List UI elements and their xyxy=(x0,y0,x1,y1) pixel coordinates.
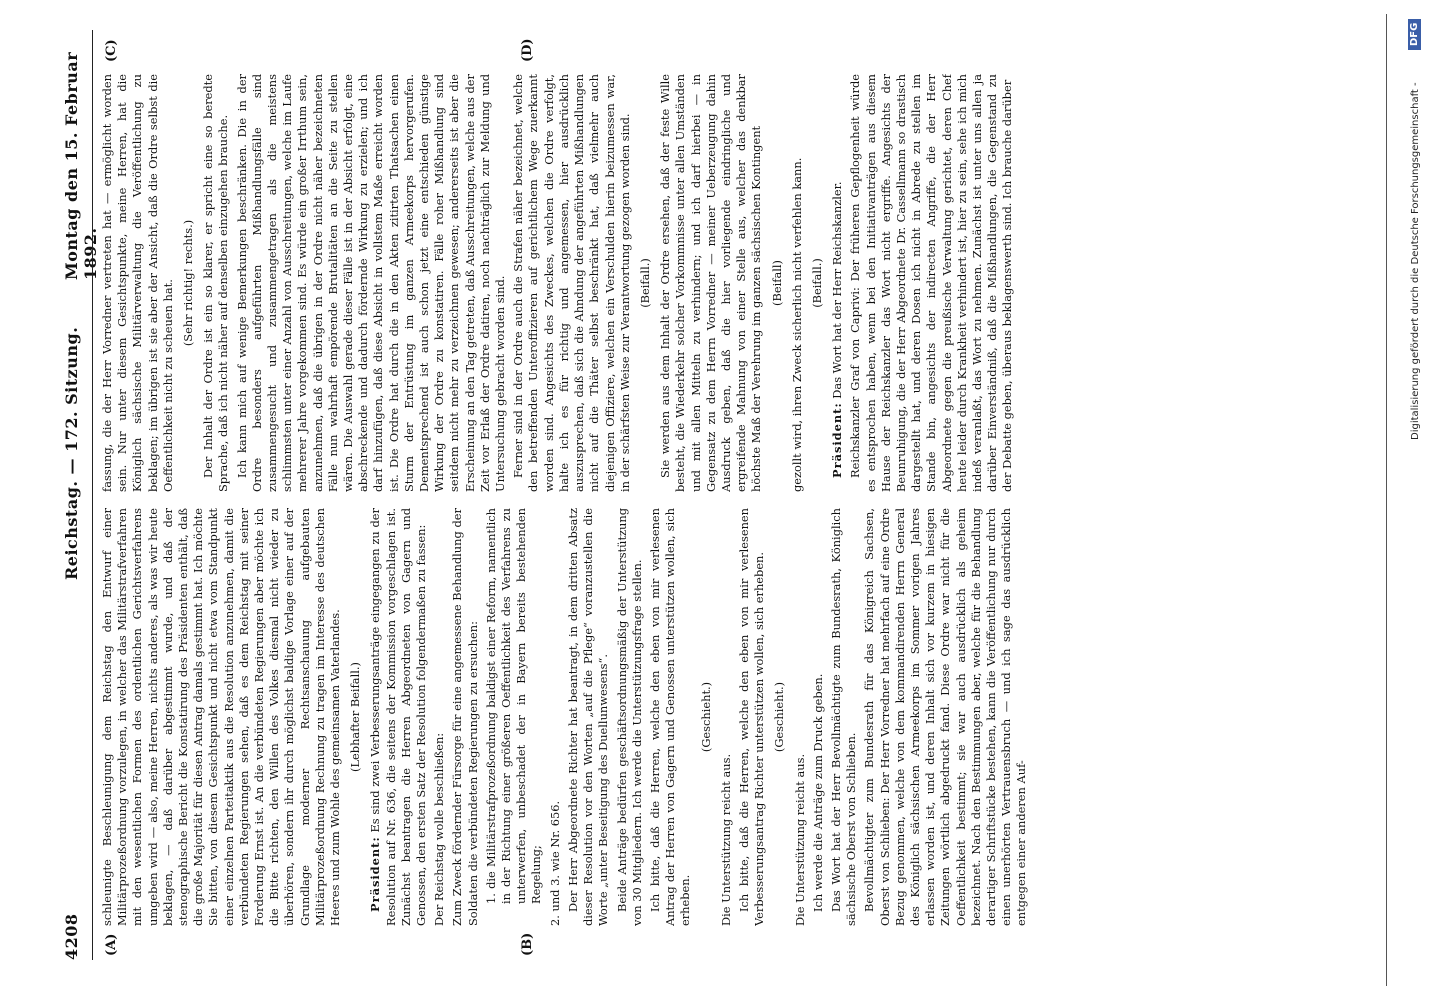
paragraph-text: 2. und 3. wie Nr. 656. xyxy=(547,800,562,926)
digitization-credit: Digitalisierung gefördert durch die Deutsche Forschungsgemeinschaft - xyxy=(1410,82,1421,440)
paragraph xyxy=(790,74,805,492)
paragraph xyxy=(511,74,633,492)
speaker-name: Präsident: xyxy=(830,402,845,478)
paragraph xyxy=(658,74,764,492)
page-header xyxy=(58,30,100,960)
paragraph-text: schleunigte Beschleunigung dem Reichstag den Entwurf einer Militärprozeßordnung vorzulegen, in welcher das Militärstrafverfahren mit den wesentlichen Formen des ordentlichen Gerichtsverfahrens umgeben wird — also, meine Herren, nichts anderes, als was wir heute beklagen, — daß darüber abgestimmt wurde, und daß der stenographische Bericht die Konstatirung des Präsidenten enthält, daß die große Majorität für diesen Antrag damals gestimmt hat. Ich möchte Sie bitten, von diesem Gesichtspunkt und nicht etwa vom Standpunkt einer einzelnen Parteitaktik aus die Resolution anzunehmen, damit die verbündeten Regierungen sehen, daß es dem Reichstag mit seiner Forderung Ernst ist. An die verbündeten Regierungen aber möchte ich die Bitte richten, den Willen des Volkes diesmal nicht wieder zu überhören, sondern ihr durch möglichst baldige Vorlage einer auf der Grundlage moderner Rechtsanschauung aufgebauten Militärprozeßordnung Rechnung zu tragen im Interesse des deutschen Heeres und zum Wohle des gemeinsamen Vaterlandes. xyxy=(100,508,343,926)
paragraph-text: Es sind zwei Verbesserungsanträge eingegangen zu der Resolution auf Nr. 636, die seitens der Kommission vorgeschlagen ist. Zunächst beantragen die Herren Abgeordneten von Gagern und Genossen, den ersten Satz der Resolution folgendermaßen zu fassen: xyxy=(368,508,429,926)
paragraph-text: Ferner sind in der Ordre auch die Strafen näher bezeichnet, welche den betreffenden Unteroffizieren auf gerichtlichem Wege zuerkannt worden sind. Angesichts des Zweckes, welchen die Ordre verfolgt, halte ich es für richtig und angemessen, hier ausdrücklich auszusprechen, daß sich die Ahndung der angeführten Mißhandlungen nicht auf die Thäter selbst beschränkt hat, daß vielmehr auch diejenigen Offiziere, welchen ein Verschulden hierin beizumessen war, in der schärfsten Weise zur Verantwortung gezogen worden sind. xyxy=(511,74,632,492)
paragraph xyxy=(829,508,859,926)
paragraph xyxy=(810,74,825,492)
paragraph xyxy=(368,508,429,926)
paragraph xyxy=(862,508,1029,926)
paragraph xyxy=(566,508,612,926)
paragraph xyxy=(638,74,653,492)
paragraph xyxy=(848,74,1015,492)
paragraph xyxy=(772,508,787,926)
paragraph-text: 1. die Militärstrafprozeßordnung baldigst einer Reform, namentlich in der Richtung einer größeren Oeffentlichkeit des Verfahrens zu unterwerfen, unbeschadet der in Bayern bereits bestehenden Regelung; xyxy=(483,508,544,904)
paragraph-text: Sie werden aus dem Inhalt der Ordre ersehen, daß der feste Wille besteht, die Wiederkehr solcher Vorkommnisse unter allen Umständen und mit allen Mitteln zu verhindern; und ich darf hierbei — in Gegensatz zu dem Herrn Vorredner — meiner Ueberzeugung dahin Ausdruck geben, daß die hier vorliegende eindringliche und ergreifende Mahnung von einer Stelle aus, welcher das denkbar höchste Maß der Verehrung im ganzen sächsischen Kontingent xyxy=(658,74,764,492)
paragraph xyxy=(100,74,176,492)
paragraph-text: Ich bitte, daß die Herren, welche den eben von mir verlesenen Antrag der Herren von Gagern und Genossen unterstützen wollen, sich erheben. xyxy=(647,508,693,926)
paragraph xyxy=(484,508,545,926)
paragraph xyxy=(100,508,343,926)
margin-marker-c: (C) xyxy=(104,39,119,62)
paragraph xyxy=(348,508,363,926)
margin-marker-d: (D) xyxy=(520,38,535,62)
paragraph xyxy=(432,508,447,926)
speaker-name: Präsident: xyxy=(368,836,383,912)
right-text-column xyxy=(100,74,1380,492)
margin-marker-b: (B) xyxy=(520,932,535,956)
paragraph xyxy=(648,508,694,926)
paragraph-text: (Lebhafter Beifall.) xyxy=(348,662,363,772)
paragraph xyxy=(201,74,231,492)
dfg-logo: DFG xyxy=(1408,19,1421,50)
paragraph xyxy=(181,74,196,492)
paragraph-text: Reichskanzler Graf von Caprivi: Der früheren Gepflogenheit würde es entsprochen haben, wenn bei den Initiativanträgen aus diesem Hause der Reichskanzler das Wort nicht ergriffe. Angesichts der Beunruhigung, die der Herr Abgeordnete Dr. Cassellmann so drastisch dargestellt hat, und deren Dosen ich nicht in Abrede zu stellen im Stande bin, angesichts der indirecten Angriffe, die der Herr Abgeordnete gegen die preußische Verwaltung gerichtet, deren Chef heute leider durch Krankheit verhindert ist, hier zu sein, sehe ich mich indeß veranlaßt, das Wort zu nehmen. Zunächst ist unter uns allen ja darüber Einverständniß, daß die Mißhandlungen, die Gegenstand zu der Debatte geben, überaus beklagenswerth sind. Ich brauche darüber xyxy=(848,74,1015,492)
paragraph-text: (Geschieht.) xyxy=(772,681,787,753)
paragraph-text: gezollt wird, ihren Zweck sicherlich nicht verfehlen kann. xyxy=(789,157,804,492)
paragraph xyxy=(548,508,563,926)
paragraph xyxy=(811,508,826,926)
paragraph-text: (Beifall) xyxy=(769,260,784,306)
paragraph-text: (Beifall.) xyxy=(637,258,652,308)
paragraph-text: (Geschieht.) xyxy=(698,681,713,753)
margin-marker-a: (A) xyxy=(104,933,119,956)
paragraph-text: Ich werde die Anträge zum Druck geben. xyxy=(810,673,825,912)
paragraph-text: (Beifall.) xyxy=(809,258,824,308)
paragraph-text: Der Reichstag wolle beschließen: xyxy=(432,732,447,926)
paragraph-text: Bevollmächtigter zum Bundesrath für das Königreich Sachsen, Oberst von Schlieben: Der Herr Vorredner hat mehrfach auf eine Ordre Bezug genommen, welche von dem kommandirenden Herrn General des Königlich sächsischen Armeekorps im Sommer vorigen Jahres erlassen worden ist, und deren Inhalt sich vor kurzem in hiesigen Zeitungen wörtlich abgedruckt fand. Diese Ordre war nicht für die Oeffentlichkeit bestimmt; sie war auch ausdrücklich als geheim bezeichnet. Nach den Bestimmungen aber, welche für die Behandlung derartiger Schriftstücke bestehen, kann die Veröffentlichung nur durch einen unerhörten Vertrauensbruch — und ich sage das ausdrücklich entgegen einer anderen Auf- xyxy=(862,508,1029,926)
paragraph xyxy=(450,508,480,926)
paragraph xyxy=(830,74,845,492)
paragraph-text: fassung, die der Herr Vorredner vertreten hat — ermöglicht worden sein. Nur unter diesem Gesichtspunkte, meine Herren, hat die Königlich sächsische Militärverwaltung die Veröffentlichung zu beklagen; im übrigen ist sie aber der Ansicht, daß die Ordre selbst die Oeffentlichkeit nicht zu scheuen hat. xyxy=(100,74,175,492)
paragraph xyxy=(737,508,767,926)
paragraph-text: Ich kann mich auf wenige Bemerkungen beschränken. Die in der Ordre besonders aufgeführten Mißhandlungsfälle sind zusammengesucht und zusammengetragen als die meistens schlimmsten unter einer Anzahl von Ausschreitungen, welche im Laufe mehrerer Jahre vorgekommen sind. Es würde ein großer Irrthum sein, anzunehmen, daß die übrigen in der Ordre nicht näher bezeichneten Fälle nun wahrhaft empörende Brutalitäten an die Seite zu stellen wären. Die Auswahl gerade dieser Fälle ist in der Absicht erfolgt, eine abschreckende und dadurch fördernde Wirkung zu erzielen; und ich darf hinzufügen, daß diese Absicht in vollstem Maße erreicht worden ist. Die Ordre hat durch die in den Akten zitirten Thatsachen einen Sturm der Entrüstung im ganzen Armeekorps hervorgerufen. Dementsprechend ist auch schon jetzt eine entschieden günstige Wirkung der Ordre zu konstatiren. Fälle roher Mißhandlung sind seitdem nicht mehr zu verzeichnen gewesen; andererseits ist aber die Erscheinung an den Tag getreten, daß Ausschreitungen, welche aus der Zeit vor Erlaß der Ordre datiren, noch nachträglich zur Meldung und Untersuchung gebracht worden sind. xyxy=(234,74,508,492)
paragraph-text: Beide Anträge bedürfen geschäftsordnungsmäßig der Unterstützung von 30 Mitgliedern. Ich werde die Unterstützungsfrage stellen. xyxy=(614,508,644,926)
paragraph xyxy=(793,508,808,926)
paragraph-text: Das Wort hat der Herr Bevollmächtigte zum Bundesrath, Königlich sächsische Oberst von Schlieben. xyxy=(828,508,859,926)
footer-rule xyxy=(1386,14,1387,986)
left-text-column xyxy=(100,508,1380,926)
page-number: 4208 xyxy=(62,913,81,960)
paragraph xyxy=(770,74,785,492)
paragraph xyxy=(719,508,734,926)
paragraph-text: Das Wort hat der Herr Reichskanzler. xyxy=(830,181,845,399)
paragraph-text: Die Unterstützung reicht aus. xyxy=(792,753,807,926)
paragraph-text: (Sehr richtig! rechts.) xyxy=(181,219,196,347)
paragraph xyxy=(699,508,714,926)
paragraph-text: Der Inhalt der Ordre ist ein so klarer, er spricht eine so beredte Sprache, daß ich nicht näher auf denselben einzugehen brauche. xyxy=(201,74,231,492)
session-date: Montag den 15. Februar 1892. xyxy=(62,51,100,280)
paragraph-text: Ich bitte, daß die Herren, welche den eben von mir verlesenen Verbesserungsantrag Richter unterstützen wollen, sich erheben. xyxy=(736,508,767,926)
header-rule xyxy=(92,30,93,960)
paragraph-text: Die Unterstützung reicht aus. xyxy=(718,753,733,926)
paragraph xyxy=(235,74,509,492)
paragraph-text: Zum Zweck fördernder Fürsorge für eine angemessene Behandlung der Soldaten die verbündeten Regierungen zu ersuchen: xyxy=(450,508,480,926)
session-title: Reichstag. — 172. Sitzung. xyxy=(62,326,81,580)
paragraph xyxy=(615,508,645,926)
paragraph-text: Der Herr Abgeordnete Richter hat beantragt, in dem dritten Absatz dieser Resolution vor den Worten „auf die Pflege“ voranzustellen die Worte „unter Beseitigung des Duellunwesens“. xyxy=(565,508,611,926)
